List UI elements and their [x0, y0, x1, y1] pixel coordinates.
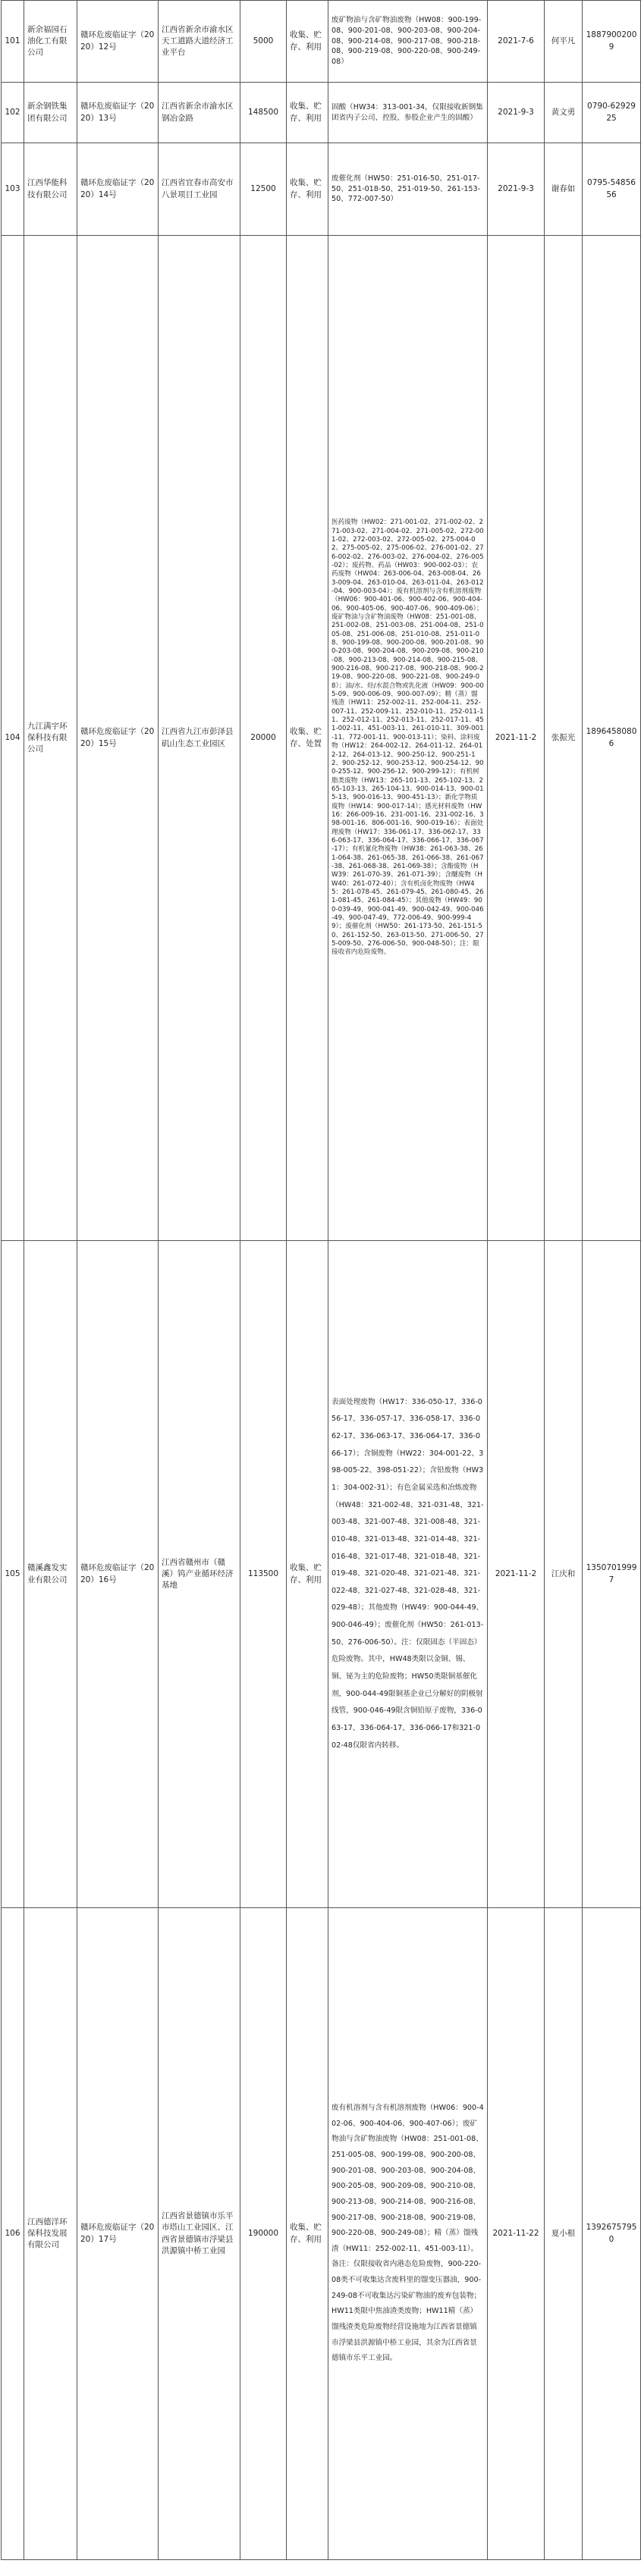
row-number: 103 — [2, 143, 24, 236]
contact-phone: 13926757950 — [583, 1908, 641, 2560]
facility-address: 江西省九江市彭泽县矶山生态工业园区 — [159, 236, 240, 1241]
company-name: 赣溪鑫发实业有限公司 — [24, 1241, 77, 1908]
capacity: 190000 — [240, 1908, 287, 2560]
contact-person: 张振光 — [545, 236, 583, 1241]
business-mode: 收集、贮存、处置 — [287, 236, 328, 1241]
company-name: 九江满宇环保科技有限公司 — [24, 236, 77, 1241]
row-number: 101 — [2, 1, 24, 83]
company-name: 新余钢铁集团有限公司 — [24, 83, 77, 143]
row-number: 106 — [2, 1908, 24, 2560]
issue-date: 2021-9-3 — [488, 143, 545, 236]
waste-categories: 废矿物油与含矿物油废物（HW08：900-199-08、900-201-08、900-203-08、900-204-08、900-214-08、900-217-08、900-218-08、900-219-08、900-220-08、900-249-08） — [328, 1, 488, 83]
contact-phone: 0790-6292925 — [583, 83, 641, 143]
issue-date: 2021-7-6 — [488, 1, 545, 83]
license-number: 赣环危废临证字（2020）13号 — [77, 83, 159, 143]
contact-phone: 18964580806 — [583, 236, 641, 1241]
license-number: 赣环危废临证字（2020）14号 — [77, 143, 159, 236]
facility-address: 江西省新余市渝水区天工道路大道经济工业平台 — [159, 1, 240, 83]
license-number: 赣环危废临证字（2020）15号 — [77, 236, 159, 1241]
row-number: 105 — [2, 1241, 24, 1908]
facility-address: 江西省宜春市高安市八景项目工业园 — [159, 143, 240, 236]
table-row — [2, 83, 641, 143]
capacity: 148500 — [240, 83, 287, 143]
company-name: 江西华能科技有限公司 — [24, 143, 77, 236]
issue-date: 2021-11-22 — [488, 1908, 545, 2560]
capacity: 12500 — [240, 143, 287, 236]
table-row — [2, 1908, 641, 2560]
waste-categories: 固酸（HW34：313-001-34，仅限接收新钢集团省内子公司、控股、参股企业产生的固酸） — [328, 83, 488, 143]
capacity: 113500 — [240, 1241, 287, 1908]
table-row — [2, 1241, 641, 1908]
license-number: 赣环危废临证字（2020）16号 — [77, 1241, 159, 1908]
facility-address: 江西省景德镇市乐平市塔山工业园区、江西省景德镇市浮梁县洪源镇中桥工业园 — [159, 1908, 240, 2560]
company-name: 江西德洋环保科技发展有限公司 — [24, 1908, 77, 2560]
issue-date: 2021-11-2 — [488, 1241, 545, 1908]
table-row — [2, 143, 641, 236]
business-mode: 收集、贮存、利用 — [287, 1, 328, 83]
contact-person: 夏小根 — [545, 1908, 583, 2560]
contact-phone: 13507019997 — [583, 1241, 641, 1908]
contact-phone: 18879002009 — [583, 1, 641, 83]
waste-categories: 废催化剂（HW50：251-016-50、251-017-50、251-018-50、251-019-50、261-153-50、772-007-50） — [328, 143, 488, 236]
contact-person: 何平凡 — [545, 1, 583, 83]
contact-person: 黄文勇 — [545, 83, 583, 143]
license-number: 赣环危废临证字（2020）17号 — [77, 1908, 159, 2560]
table-row — [2, 236, 641, 1241]
company-name: 新余福园石油化工有限公司 — [24, 1, 77, 83]
business-mode: 收集、贮存、利用 — [287, 1241, 328, 1908]
facility-address: 江西省赣州市（赣溪）钨产业循环经济基地 — [159, 1241, 240, 1908]
contact-phone: 0795-5485656 — [583, 143, 641, 236]
facility-address: 江西省新余市渝水区钢冶金路 — [159, 83, 240, 143]
waste-categories: 废有机溶剂与含有机溶剂废物（HW06：900-402-06、900-404-06、900-407-06）；废矿物油与含矿物油废物（HW08：251-001-08、251-005-08、900-199-08、900-200-08、900-201-08、900-203-08、900-204-08、900-205-08、900-209-08、900-210-08、900-213-08、900-214-08、900-216-08、900-217-08、900-218-08、900-219-08、900-220-08、900-249-08）；精（蒸）馏残渣（HW11：252-002-11、451-003-11）。备注：仅限接收省内港态危险废物，900-220-08类不可收集达含废料里的馏变压器油，900-249-08不可收集达污染矿物油的废弃包装物；HW11类限中焦油渣类废物；HW11精（蒸）馏残渣类危险废物经营设施地为江西省景德镇市浮梁县洪源镇中桥工业园，其余为江西省景德镇市乐平工业园。 — [328, 1908, 488, 2560]
waste-categories: 表面处理废物（HW17：336-050-17、336-056-17、336-057-17、336-058-17、336-062-17、336-063-17、336-064-17、336-066-17）；含铜废物（HW22：304-001-22、398-005-22、398-051-22）；含铅废物（HW31：304-002-31）；有色金属采选和冶炼废物（HW48：321-002-48、321-031-48、321-003-48、321-007-48、321-008-48、321-010-48、321-013-48、321-014-48、321-016-48、321-017-48、321-018-48、321-019-48、321-020-48、321-021-48、321-022-48、321-027-48、321-028-48、321-029-48）；其他废物（HW49：900-044-49、900-046-49）；废催化剂（HW50：261-013-50、276-006-50）。注：仅限固态（半固态）危险废物。其中，HW48类限以金铜、锡、铜、铋为主的危险废物；HW50类限铜基催化剂，900-044-49限铜基企业已分解好的阴极射线管，900-046-49限含铜铅原子废物，336-063-17、336-064-17、336-066-17和321-002-48仅限省内转移。 — [328, 1241, 488, 1908]
table-row — [2, 1, 641, 83]
capacity: 20000 — [240, 236, 287, 1241]
waste-categories: 医药废物（HW02：271-001-02、271-002-02、271-003-02、271-004-02、271-005-02、272-001-02、272-003-02、272-005-02、275-004-02、275-005-02、275-006-02、276-001-02、276-002-02、276-003-02、276-004-02、276-005-02）；废药物、药品（HW03：900-002-03）；农药废物（HW04：263-006-04、263-008-04、263-009-04、263-010-04、263-011-04、263-012-04、900-003-04）；废有机溶剂与含有机溶剂废物（HW06：900-401-06、900-402-06、900-404-06、900-405-06、900-407-06、900-409-06）；废矿物油与含矿物油废物（HW08：251-001-08、251-002-08、251-003-08、251-004-08、251-005-08、251-006-08、251-010-08、251-011-08、900-199-08、900-200-08、900-201-08、900-203-08、900-204-08、900-209-08、900-210-08、900-213-08、900-214-08、900-215-08、900-216-08、900-217-08、900-218-08、900-219-08、900-220-08、900-221-08、900-249-08）；油/水、烃/水混合物或乳化液（HW09：900-005-09、900-006-09、900-007-09）；精（蒸）馏残渣（HW11：252-002-11、252-004-11、252-007-11、252-009-11、252-010-11、252-011-11、252-012-11、252-013-11、252-017-11、451-002-11、451-003-11、261-010-11、309-001-11、772-001-11、900-013-11）；染料、涂料废物（HW12：264-002-12、264-011-12、264-012-12、264-013-12、900-250-12、900-251-12、900-252-12、900-253-12、900-254-12、900-255-12、900-256-12、900-299-12）；有机树脂类废物（HW13：265-101-13、265-102-13、265-103-13、265-104-13、900-014-13、900-015-13、900-016-13、900-451-13）；新化学物质废物（HW14：900-017-14）；感光材料废物（HW16：266-009-16、231-001-16、231-002-16、398-001-16、806-001-16、900-019-16）；表面处理废物（HW17：336-061-17、336-062-17、336-063-17、336-064-17、336-066-17、336-067-17）；有机氰化物废物（HW38：261-063-38、261-064-38、261-065-38、261-066-38、261-067-38、261-068-38、261-069-38）；含酚废物（HW39：261-070-39、261-071-39）；含醚废物（HW40：261-072-40）；含有机卤化物废物（HW45：261-078-45、261-079-45、261-080-45、261-081-45、261-084-45）；其他废物（HW49：900-039-49、900-041-49、900-042-49、900-046-49、900-047-49、772-006-49、900-999-49）；废催化剂（HW50：261-173-50、261-151-50、261-152-50、263-013-50、271-006-50、275-009-50、276-006-50、900-048-50）；注：限接收省内危险废物。 — [328, 236, 488, 1241]
row-number: 104 — [2, 236, 24, 1241]
business-mode: 收集、贮存、利用 — [287, 143, 328, 236]
contact-person: 江庆和 — [545, 1241, 583, 1908]
capacity: 5000 — [240, 1, 287, 83]
row-number: 102 — [2, 83, 24, 143]
issue-date: 2021-11-2 — [488, 236, 545, 1241]
business-mode: 收集、贮存、利用 — [287, 83, 328, 143]
issue-date: 2021-9-3 — [488, 83, 545, 143]
license-number: 赣环危废临证字（2020）12号 — [77, 1, 159, 83]
business-mode: 收集、贮存、利用 — [287, 1908, 328, 2560]
license-table — [1, 0, 641, 2560]
contact-person: 谢春如 — [545, 143, 583, 236]
